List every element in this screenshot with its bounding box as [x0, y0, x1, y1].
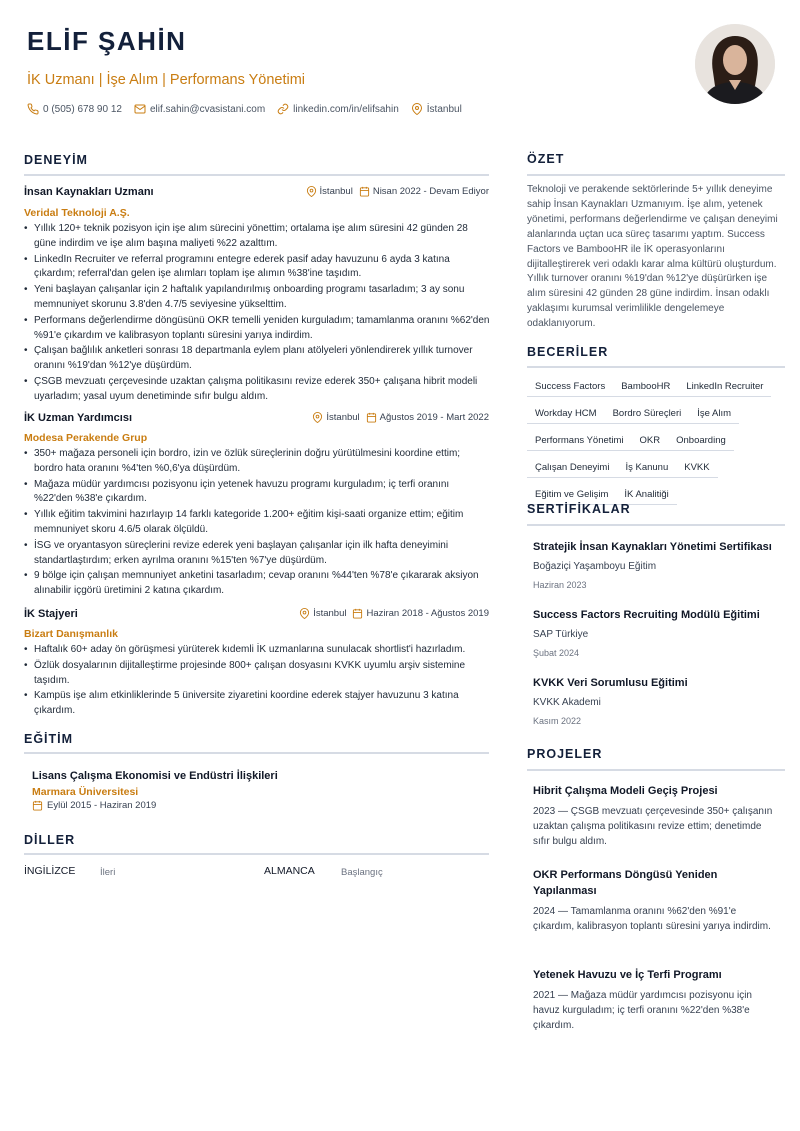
list-item: • Mağaza müdür yardımcısı pozisyonu için yetenek havuzu programı kurguladım; iç terfi oranını %22'den %38'e çıkardım.	[24, 478, 490, 508]
mail-icon	[134, 103, 146, 115]
language-name: İNGİLİZCE	[24, 865, 76, 877]
skill-tag: Eğitim ve Gelişim	[527, 485, 616, 505]
skill-tag: Success Factors	[527, 377, 613, 397]
skills-list	[527, 377, 785, 512]
job-meta-3	[299, 608, 489, 619]
job-location: İstanbul	[319, 186, 353, 197]
skill-tag: Performans Yönetimi	[527, 431, 632, 451]
job-meta-2	[312, 412, 489, 423]
list-item: • ÇSGB mevzuatı çerçevesinde uzaktan çalışma politikasını revize ederek 350+ çalışana hibrit modeli uyarladım; yasal uyum denetiminde sıfır bulgu aldım.	[24, 375, 490, 405]
job-title-2: İK Uzman Yardımcısı	[24, 412, 133, 424]
job-dates: Ağustos 2019 - Mart 2022	[379, 412, 489, 423]
project-title: Hibrit Çalışma Modeli Geçiş Projesi	[533, 785, 718, 797]
company-name-3: Bizart Danışmanlık	[24, 628, 118, 640]
section-title-projects: PROJELER	[527, 747, 603, 761]
certificate-date: Şubat 2024	[533, 648, 580, 658]
skill-tag: Onboarding	[668, 431, 734, 451]
calendar-icon	[32, 800, 43, 811]
education-school: Marmara Üniversitesi	[32, 786, 139, 798]
section-divider	[24, 752, 489, 754]
certificate-org: SAP Türkiye	[533, 629, 589, 640]
calendar-icon	[352, 608, 363, 619]
certificate-item	[533, 677, 783, 726]
job-location: İstanbul	[326, 412, 360, 423]
contact-location-text: İstanbul	[426, 103, 462, 115]
job-bullets-1	[24, 222, 490, 406]
job-title-3: İK Stajyeri	[24, 608, 78, 620]
list-item: • Kampüs işe alım etkinliklerinde 5 üniversite ziyaretini koordine ederek stajyer havuzunu 3 katına çıkardım.	[24, 689, 490, 719]
job-dates: Haziran 2018 - Ağustos 2019	[366, 608, 489, 619]
education-dates: Eylül 2015 - Haziran 2019	[47, 800, 157, 811]
list-item: • LinkedIn Recruiter ve referral programını entegre ederek pasif aday havuzunu 6 ayda 3 katına çıkardım; referral'dan gelen işe alımları toplam işe alımın %38'ine taşıdım.	[24, 253, 490, 283]
location-pin-icon	[306, 186, 317, 197]
section-title-summary: ÖZET	[527, 152, 565, 166]
profile-photo	[695, 24, 775, 104]
skill-tag: LinkedIn Recruiter	[678, 377, 771, 397]
skill-tag: BambooHR	[613, 377, 678, 397]
link-icon	[277, 103, 289, 115]
skill-tag: Workday HCM	[527, 404, 605, 424]
project-desc: 2023 — ÇSGB mevzuatı çerçevesinde 350+ çalışanın uzaktan çalışma politikasını revize ettim; denetimde sıfır bulgu aldım.	[533, 806, 773, 847]
skill-tag: OKR	[632, 431, 669, 451]
project-item	[533, 783, 773, 849]
certificate-org: KVKK Akademi	[533, 697, 601, 708]
contact-linkedin[interactable]	[277, 103, 399, 115]
certificate-title: KVKK Veri Sorumlusu Eğitimi	[533, 677, 688, 689]
list-item: • 350+ mağaza personeli için bordro, izin ve özlük süreçlerinin doğru yürütülmesini koordine ettim; bordro hata oranını %4'ten %0,6'ya düşürdüm.	[24, 447, 490, 477]
phone-icon	[27, 103, 39, 115]
job-meta-1	[306, 186, 489, 197]
language-level: Başlangıç	[341, 867, 383, 878]
job-dates: Nisan 2022 - Devam Ediyor	[372, 186, 489, 197]
skill-tag: KVKK	[676, 458, 717, 478]
project-title: Yetenek Havuzu ve İç Terfi Programı	[533, 969, 722, 981]
location-pin-icon	[411, 103, 423, 115]
list-item: • İSG ve oryantasyon süreçlerini revize ederek yeni başlayan çalışanlar için ilk hafta deneyimini standartlaştırdım; erken ayrılma oranını %15'ten %7'ye düşürdüm.	[24, 539, 490, 569]
summary-text: Teknoloji ve perakende sektörlerinde 5+ yıllık deneyime sahip İnsan Kaynakları Uzmanıyım. İşe alım, yetenek yönetimi, performans değerlendirme ve çalışan deneyimi alanlarında uçtan uca süreç tasarımı yaptım. Success Factors ve BambooHR ile İK operasyonlarını dijitalleştirerek veri odaklı karar alma kültürü oluşturdum. Yıllık turnover oranını %19'dan %12'ye düşürürken işe alım süresini 42 günden 28 güne indirdim. İnsan odaklı yaklaşımı kurumsal verimlilikle dengelemeye odaklanıyorum.	[527, 184, 778, 330]
project-item	[533, 967, 773, 1033]
candidate-tagline: İK Uzmanı | İşe Alım | Performans Yönetimi	[27, 72, 306, 88]
job-bullets-2	[24, 447, 490, 600]
job-location: İstanbul	[313, 608, 347, 619]
section-title-education: EĞİTİM	[24, 732, 74, 746]
job-title-1: İnsan Kaynakları Uzmanı	[24, 186, 154, 198]
education-dates-row	[32, 800, 156, 811]
list-item: • Haftalık 60+ aday ön görüşmesi yürüterek kıdemli İK uzmanlarına sunulacak shortlist'i hazırladım.	[24, 643, 490, 658]
certificate-date: Haziran 2023	[533, 580, 587, 590]
section-title-certificates: SERTİFİKALAR	[527, 502, 631, 516]
calendar-icon	[366, 412, 377, 423]
certificate-title: Stratejik İnsan Kaynakları Yönetimi Sertifikası	[533, 541, 772, 553]
section-divider	[527, 524, 785, 526]
list-item: • Performans değerlendirme döngüsünü OKR temelli yeniden kurguladım; tamamlanma oranını %62'den %91'e çıkardım ve kalibrasyon toplantı süresini yarıya indirdim.	[24, 314, 490, 344]
section-divider	[527, 769, 785, 771]
certificate-item	[533, 609, 783, 658]
section-divider	[24, 853, 489, 855]
section-divider	[527, 174, 785, 176]
list-item: • Yıllık eğitim takvimini hazırlayıp 14 farklı kategoride 1.200+ eğitim kişi-saati organize ettim; eğitim memnuniyet skoru 4.6/5 olarak ölçüldü.	[24, 508, 490, 538]
project-item	[533, 867, 773, 935]
candidate-name: ELİF ŞAHİN	[27, 26, 187, 56]
project-desc: 2024 — Tamamlanma oranını %62'den %91'e çıkardım, kalibrasyon toplantı süresini yarıya indirdim.	[533, 906, 771, 932]
project-desc: 2021 — Mağaza müdür yardımcısı pozisyonu için havuz kurguladım; iç terfi oranını %22'den %38'e çıkardım.	[533, 990, 752, 1031]
skill-tag: İş Kanunu	[617, 458, 676, 478]
section-title-skills: BECERİLER	[527, 345, 609, 359]
list-item: • Özlük dosyalarının dijitalleştirme projesinde 800+ çalışan dosyasını KVKK uyumlu arşiv sistemine taşıdım.	[24, 659, 490, 689]
section-divider	[527, 366, 785, 368]
list-item: • 9 bölge için çalışan memnuniyet anketini tasarladım; cevap oranını %44'ten %78'e çıkararak aksiyon alınabilir içgörü üretimini 2 katına çıkardım.	[24, 569, 490, 599]
location-pin-icon	[312, 412, 323, 423]
language-level: İleri	[100, 867, 116, 878]
job-bullets-3	[24, 643, 490, 720]
education-degree: Lisans Çalışma Ekonomisi ve Endüstri İlişkileri	[32, 770, 278, 782]
language-name: ALMANCA	[264, 865, 315, 877]
section-title-languages: DİLLER	[24, 833, 76, 847]
avatar	[695, 24, 775, 104]
certificate-org: Boğaziçi Yaşamboyu Eğitim	[533, 561, 657, 572]
contact-phone[interactable]	[27, 103, 122, 115]
certificate-date: Kasım 2022	[533, 716, 582, 726]
section-divider	[24, 174, 489, 176]
contact-bar	[27, 103, 462, 115]
company-name-2: Modesa Perakende Grup	[24, 432, 148, 444]
certificate-item	[533, 541, 783, 590]
skill-tag: İK Analitiği	[616, 485, 676, 505]
contact-email[interactable]	[134, 103, 265, 115]
skill-tag: Bordro Süreçleri	[605, 404, 690, 424]
location-pin-icon	[299, 608, 310, 619]
skill-tag: Çalışan Deneyimi	[527, 458, 617, 478]
project-title: OKR Performans Döngüsü Yeniden Yapılanması	[533, 869, 718, 897]
list-item: • Yeni başlayan çalışanlar için 2 haftalık yapılandırılmış onboarding programı tasarladım; 3 ay sonu memnuniyet skorunu 3.8'den 4.7/5 seviyesine yükselttim.	[24, 283, 490, 313]
contact-email-text: elif.sahin@cvasistani.com	[149, 103, 266, 115]
section-title-experience: DENEYİM	[24, 153, 88, 167]
certificate-title: Success Factors Recruiting Modülü Eğitimi	[533, 609, 760, 621]
list-item: • Çalışan bağlılık anketleri sonrası 18 departmanla eylem planı atölyeleri yönlendirerek yıllık turnover oranını %19'dan %12'ye düşürdüm.	[24, 344, 490, 374]
contact-location	[411, 103, 462, 115]
company-name-1: Veridal Teknoloji A.Ş.	[24, 207, 130, 219]
contact-phone-text: 0 (505) 678 90 12	[43, 103, 122, 115]
skill-tag: İşe Alım	[689, 404, 739, 424]
contact-linkedin-text: linkedin.com/in/elifsahin	[293, 103, 399, 115]
list-item: • Yıllık 120+ teknik pozisyon için işe alım sürecini yönettim; ortalama işe alım süresini 42 günden 28 güne indirdim ve işe alım başına maliyeti %22 azalttım.	[24, 222, 490, 252]
calendar-icon	[359, 186, 370, 197]
